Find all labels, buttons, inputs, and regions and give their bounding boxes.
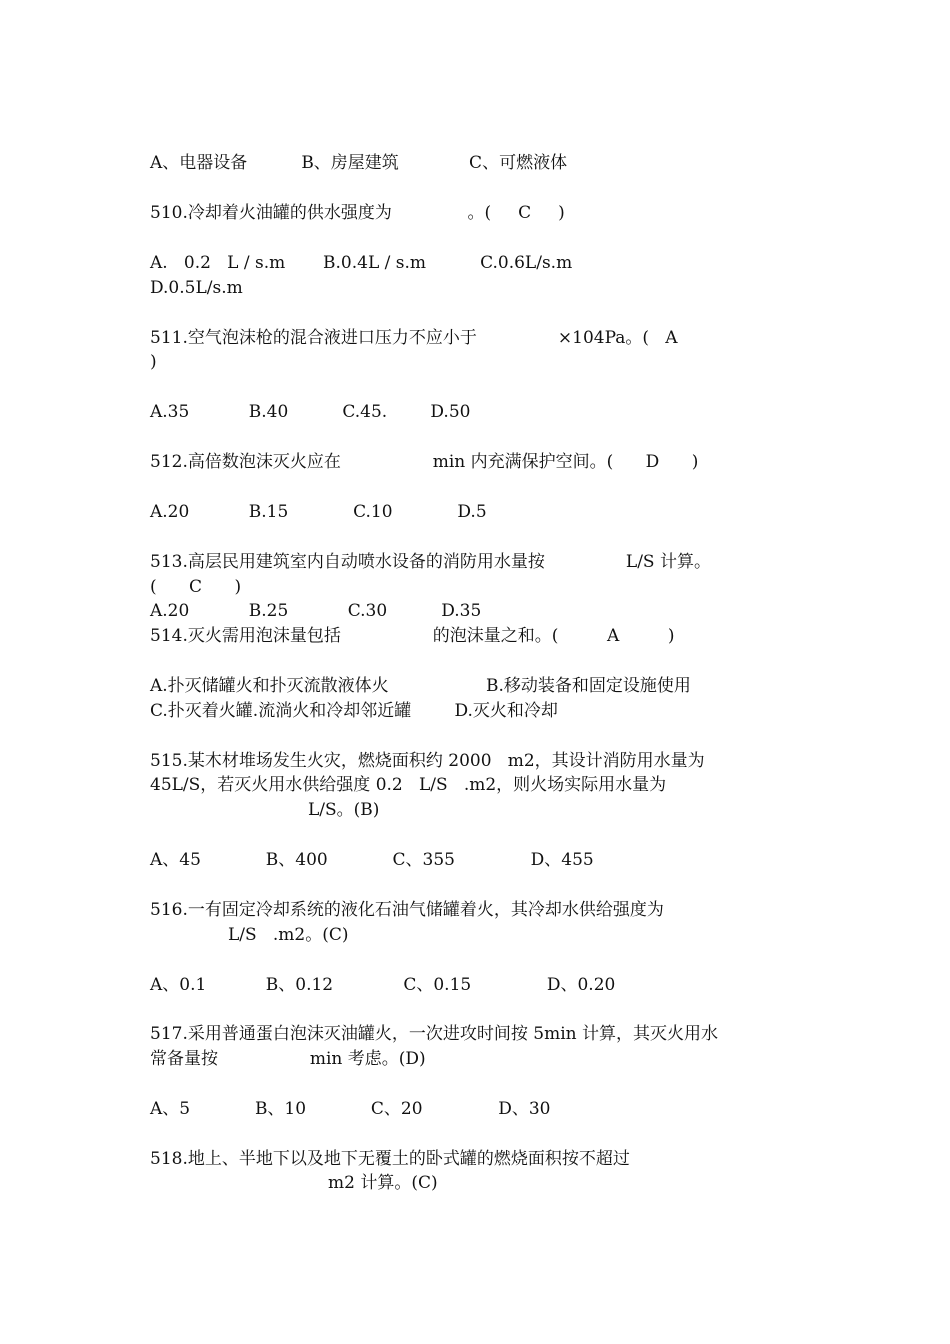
question-517-cont: 常备量按 min 考虑。(D)	[150, 1049, 426, 1069]
options-line-513: A.20 B.25 C.30 D.35	[150, 601, 482, 621]
options-line-515: A、45 B、400 C、355 D、455	[150, 850, 594, 870]
options-line-512: A.20 B.15 C.10 D.5	[150, 502, 487, 522]
options-line-510-a: A. 0.2 L / s.m B.0.4L / s.m C.0.6L/s.m	[150, 253, 573, 273]
options-line-514-a: A.扑灭储罐火和扑灭流散液体火 B.移动装备和固定设施使用	[150, 676, 691, 696]
question-512: 512.高倍数泡沫灭火应在 min 内充满保护空间。( D )	[150, 452, 699, 472]
question-517: 517.采用普通蛋白泡沫灭油罐火，一次进攻时间按 5min 计算，其灭火用水	[150, 1024, 718, 1044]
question-515: 515.某木材堆场发生火灾，燃烧面积约 2000 m2，其设计消防用水量为	[150, 751, 705, 771]
options-line-511: A.35 B.40 C.45. D.50	[150, 402, 471, 422]
question-513: 513.高层民用建筑室内自动喷水设备的消防用水量按 L/S 计算。	[150, 552, 711, 572]
question-516-answer: L/S .m2。(C)	[228, 925, 349, 945]
question-515-cont: 45L/S，若灭火用水供给强度 0.2 L/S .m2，则火场实际用水量为	[150, 775, 667, 795]
options-line-517: A、5 B、10 C、20 D、30	[150, 1099, 551, 1119]
options-line-509: A、电器设备 B、房屋建筑 C、可燃液体	[150, 153, 568, 173]
options-line-516: A、0.1 B、0.12 C、0.15 D、0.20	[150, 975, 616, 995]
question-518-answer: m2 计算。(C)	[328, 1173, 438, 1193]
question-511-cont: )	[150, 352, 157, 372]
question-516: 516.一有固定冷却系统的液化石油气储罐着火，其冷却水供给强度为	[150, 900, 664, 920]
question-511: 511.空气泡沫枪的混合液进口压力不应小于 ×104Pa。( A	[150, 328, 678, 348]
question-518: 518.地上、半地下以及地下无覆土的卧式罐的燃烧面积按不超过	[150, 1149, 630, 1169]
options-line-510-b: D.0.5L/s.m	[150, 278, 243, 298]
question-510: 510.冷却着火油罐的供水强度为 。( C )	[150, 203, 565, 223]
question-513-answer: ( C )	[150, 577, 242, 597]
question-515-answer: L/S。(B)	[308, 800, 380, 820]
question-514: 514.灭火需用泡沫量包括 的泡沫量之和。( A )	[150, 626, 675, 646]
options-line-514-b: C.扑灭着火罐.流淌火和冷却邻近罐 D.灭火和冷却	[150, 701, 558, 721]
